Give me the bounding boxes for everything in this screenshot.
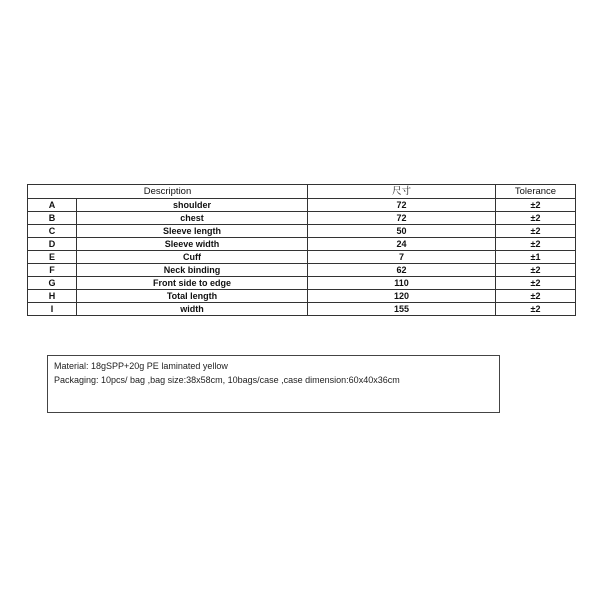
row-description: Front side to edge [77, 277, 308, 290]
row-description: Cuff [77, 251, 308, 264]
header-size: 尺寸 [308, 185, 496, 199]
row-tolerance: ±2 [496, 238, 576, 251]
row-tolerance: ±2 [496, 212, 576, 225]
table-row [28, 303, 576, 316]
row-code: H [28, 290, 77, 303]
header-description: Description [28, 185, 308, 199]
row-description: width [77, 303, 308, 316]
row-size: 7 [308, 251, 496, 264]
row-description: shoulder [77, 199, 308, 212]
row-size: 62 [308, 264, 496, 277]
packaging-text: Packaging: 10pcs/ bag ,bag size:38x58cm, 10bags/case ,case dimension:60x40x36cm [54, 375, 400, 385]
table-row [28, 212, 576, 225]
row-code: A [28, 199, 77, 212]
table-row [28, 251, 576, 264]
row-tolerance: ±2 [496, 290, 576, 303]
row-description: Total length [77, 290, 308, 303]
row-size: 110 [308, 277, 496, 290]
table-row [28, 238, 576, 251]
row-code: B [28, 212, 77, 225]
row-size: 24 [308, 238, 496, 251]
row-size: 155 [308, 303, 496, 316]
row-size: 72 [308, 199, 496, 212]
row-tolerance: ±2 [496, 303, 576, 316]
row-code: C [28, 225, 77, 238]
table-row [28, 225, 576, 238]
material-packaging-note [47, 355, 500, 413]
row-size: 50 [308, 225, 496, 238]
row-size: 72 [308, 212, 496, 225]
spec-table [27, 184, 576, 316]
row-description: Neck binding [77, 264, 308, 277]
row-code: F [28, 264, 77, 277]
table-row [28, 277, 576, 290]
table-row [28, 290, 576, 303]
row-tolerance: ±2 [496, 264, 576, 277]
row-tolerance: ±1 [496, 251, 576, 264]
row-tolerance: ±2 [496, 199, 576, 212]
row-tolerance: ±2 [496, 277, 576, 290]
row-description: Sleeve width [77, 238, 308, 251]
row-description: chest [77, 212, 308, 225]
table-row [28, 264, 576, 277]
row-code: D [28, 238, 77, 251]
row-code: G [28, 277, 77, 290]
row-tolerance: ±2 [496, 225, 576, 238]
material-text: Material: 18gSPP+20g PE laminated yellow [54, 361, 228, 371]
table-header-row [28, 185, 576, 199]
row-code: E [28, 251, 77, 264]
header-tolerance: Tolerance [496, 185, 576, 199]
row-description: Sleeve length [77, 225, 308, 238]
row-size: 120 [308, 290, 496, 303]
table-row [28, 199, 576, 212]
row-code: I [28, 303, 77, 316]
